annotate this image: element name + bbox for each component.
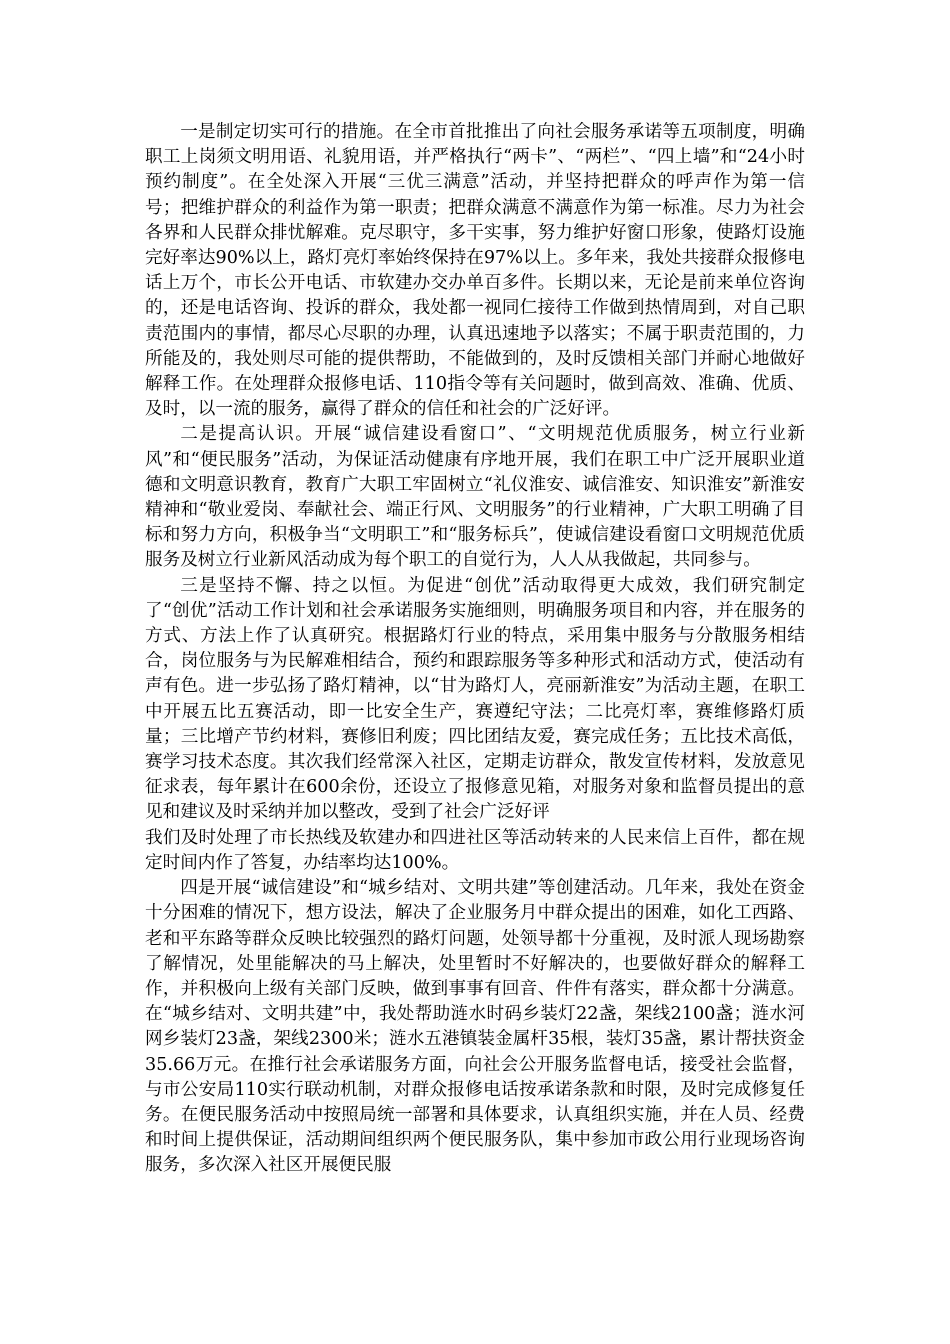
document-page: [145, 120, 805, 1179]
paragraph-integrity-campaign: 四是开展“诚信建设”和“城乡结对、文明共建”等创建活动。几年来，我处在资金十分困难的情况下，想方设法，解决了企业服务月中群众提出的困难，如化工西路、老和平东路等群众反映比较强烈的路灯问题，处领导都十分重视，及时派人现场勘察了解情况，处里能解决的马上解决，处里暂时不好解决的，也要做好群众的解释工作，并积极向上级有关部门反映，做到事事有回音、件件有落实，群众都十分满意。在“城乡结对、文明共建”中，我处帮助涟水时码乡装灯22盏，架线2100盏；涟水河网乡装灯23盏，架线2300米；涟水五港镇装金属杆35根，装灯35盏，累计帮扶资金35.66万元。在推行社会承诺服务方面，向社会公开服务监督电话，接受社会监督，与市公安局110实行联动机制，对群众报修电话按承诺条款和时限，及时完成修复任务。在便民服务活动中按照局统一部署和具体要求，认真组织实施，并在人员、经费和时间上提供保证，活动期间组织两个便民服务队，集中参加市政公用行业现场咨询服务，多次深入社区开展便民服: [145, 878, 805, 1176]
paragraph-measures: 一是制定切实可行的措施。在全市首批推出了向社会服务承诺等五项制度，明确职工上岗须文明用语、礼貌用语，并严格执行“两卡”、“两栏”、“四上墙”和“24小时预约制度”。在全处深入开展“三优三满意”活动，并坚持把群众的呼声作为第一信号；把维护群众的利益作为第一职责；把群众满意不满意作为第一标准。尽力为社会各界和人民群众排忧解难。克尽职守，多干实事，努力维护好窗口形象，使路灯设施完好率达90%以上，路灯亮灯率始终保持在97%以上。多年来，我处共接群众报修电话上万个，市长公开电话、市软建办交办单百多件。长期以来，无论是前来单位咨询的，还是电话咨询、投诉的群众，我处都一视同仁接待工作做到热情周到，对自己职责范围内的事情，都尽心尽职的办理，认真迅速地予以落实；不属于职责范围的，力所能及的，我处则尽可能的提供帮助，不能做到的，及时反馈相关部门并耐心地做好解释工作。在处理群众报修电话、110指令等有关问题时，做到高效、准确、优质、及时，以一流的服务，赢得了群众的信任和社会的广泛好评。: [145, 122, 805, 420]
paragraph-perseverance: 三是坚持不懈、持之以恒。为促进“创优”活动取得更大成效，我们研究制定了“创优”活动工作计划和社会承诺服务实施细则，明确服务项目和内容，并在服务的方式、方法上作了认真研究。根据路灯行业的特点，采用集中服务与分散服务相结合，岗位服务与为民解难相结合，预约和跟踪服务等多种形式和活动方式，使活动有声有色。进一步弘扬了路灯精神，以“甘为路灯人，亮丽新淮安”为活动主题，在职工中开展五比五赛活动，即一比安全生产，赛遵纪守法；二比亮灯率，赛维修路灯质量；三比增产节约材料，赛修旧利废；四比团结友爱，赛完成任务；五比技术高低，赛学习技术态度。其次我们经常深入社区，定期走访群众，散发宣传材料，发放意见征求表，每年累计在600余份，还设立了报修意见箱，对服务对象和监督员提出的意见和建议及时采纳并加以整改，受到了社会广泛好评 我们及时处理了市长热线及软建办和四进社区等活动转来的人民来信上百件，都在规定时间内作了答复，办结率均达100%。: [145, 575, 805, 873]
paragraph-awareness: 二是提高认识。开展“诚信建设看窗口”、“文明规范优质服务，树立行业新风”和“便民服务”活动，为保证活动健康有序地开展，我们在职工中广泛开展职业道德和文明意识教育，教育广大职工牢固树立“礼仪淮安、诚信淮安、知识淮安”新淮安精神和“敬业爱岗、奉献社会、端正行风、文明服务”的行业精神，广大职工明确了目标和努力方向，积极争当“文明职工”和“服务标兵”，使诚信建设看窗口文明规范优质服务及树立行业新风活动成为每个职工的自觉行为，人人从我做起，共同参与。: [145, 424, 805, 571]
